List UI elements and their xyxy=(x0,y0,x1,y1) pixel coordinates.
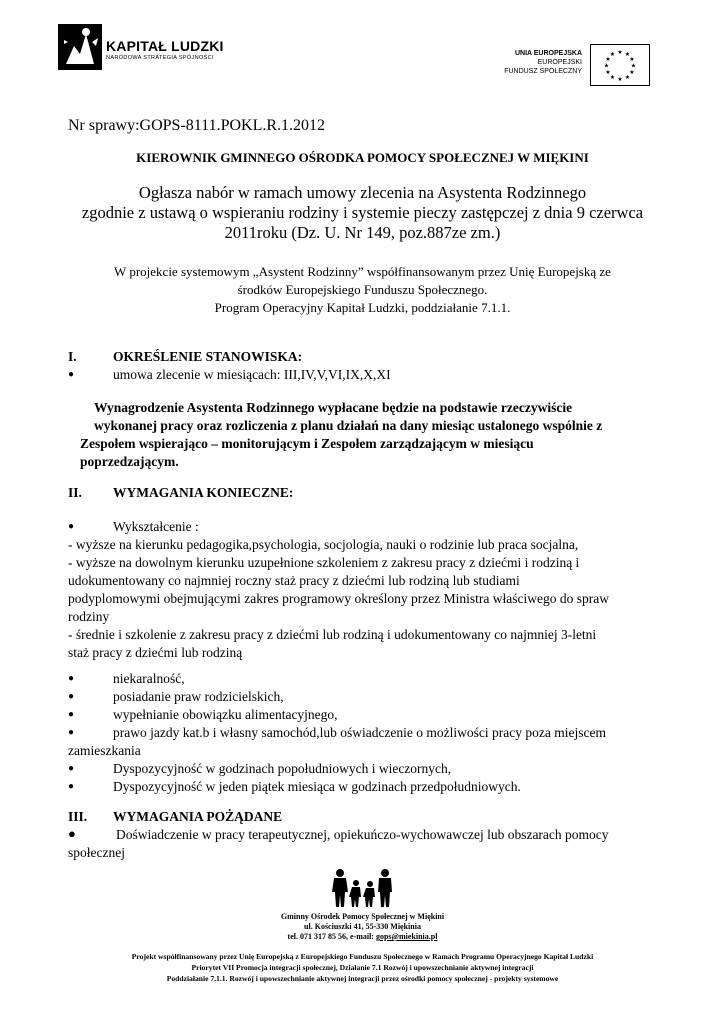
eu-line-1: UNIA EUROPEJSKA xyxy=(514,50,582,57)
svg-text:★: ★ xyxy=(605,69,611,76)
section-1-item: umowa zlecenie w miesiącach: III,IV,V,VI,IX,X,XI xyxy=(113,367,391,382)
section-2-number: II. xyxy=(68,485,82,500)
bullet-icon: ● xyxy=(68,691,75,702)
education-line: udokumentowany co najmniej roczny staż pracy z dziećmi lub rodziną lub studiami xyxy=(68,573,520,588)
salary-paragraph xyxy=(80,399,602,471)
list-item xyxy=(68,670,668,688)
bullet-icon: ● xyxy=(68,673,75,684)
education-line: - średnie i szkolenie z zakresu pracy z dziećmi lub rodziną i udokumentowany co najmniej 3-letni xyxy=(68,627,597,642)
list-item xyxy=(68,778,668,796)
svg-text:★: ★ xyxy=(629,69,635,76)
issuer-heading: KIEROWNIK GMINNEGO OŚRODKA POMOCY SPOŁECZNEJ W MIĘKINI xyxy=(136,150,589,165)
bullet-icon: ● xyxy=(68,763,75,774)
bullet-icon: ● xyxy=(68,781,75,792)
footer-line: Projekt współfinansowany przez Unię Europejską z Europejskiego Funduszu Społecznego w Ramach Programu Operacyjnego Kapitał Ludzki xyxy=(131,952,594,961)
education-line: staż pracy z dziećmi lub rodziną xyxy=(68,645,243,660)
svg-text:★: ★ xyxy=(629,56,635,63)
kapital-ludzki-title: KAPITAŁ LUDZKI xyxy=(106,38,224,54)
salary-line: Zespołem wspierająco – monitorującym i Zespołem zarządzającym w miesiącu xyxy=(80,436,534,451)
list-item-text: niekaralność, xyxy=(113,671,185,686)
education-label: Wykształcenie : xyxy=(113,519,199,534)
svg-text:★: ★ xyxy=(624,74,631,81)
list-item-text: posiadanie praw rodzicielskich, xyxy=(113,689,284,704)
section-3-title: WYMAGANIA POŻĄDANE xyxy=(113,809,283,824)
education-line: rodziny xyxy=(68,609,110,624)
section-3-item: Doświadczenie w pracy terapeutycznej, opiekuńczo-wychowawczej lub obszarach pomocy xyxy=(116,827,609,842)
announcement-line: 2011roku (Dz. U. Nr 149, poz.887ze zm.) xyxy=(224,223,501,242)
center-contact xyxy=(0,932,725,942)
kapital-ludzki-logo xyxy=(58,24,238,74)
project-line: środków Europejskiego Funduszu Społecznego. xyxy=(237,282,488,297)
center-contact-prefix: tel. 071 317 85 56, e-mail: xyxy=(287,932,376,941)
svg-text:★: ★ xyxy=(603,62,610,70)
svg-text:★: ★ xyxy=(609,74,616,81)
eu-logo-text xyxy=(478,49,582,76)
list-item-continuation xyxy=(68,742,668,760)
education-line: - wyższe na dowolnym kierunku uzupełnione szkoleniem z zakresu pracy z dziećmi i rodziną i xyxy=(68,555,580,570)
svg-text:★: ★ xyxy=(617,76,623,83)
list-item-text: Dyspozycyjność w jeden piątek miesiąca w godzinach przedpołudniowych. xyxy=(113,779,521,794)
list-item xyxy=(68,688,668,706)
requirements-list xyxy=(68,670,668,796)
section-1-title: OKREŚLENIE STANOWISKA: xyxy=(113,349,303,364)
bullet-icon: ● xyxy=(68,727,75,738)
svg-text:★: ★ xyxy=(609,51,616,58)
announcement xyxy=(40,183,685,243)
list-item xyxy=(68,724,668,742)
list-item-text: zamieszkania xyxy=(68,743,141,758)
list-item-text: prawo jazdy kat.b i własny samochód,lub oświadczenie o możliwości pracy poza miejscem xyxy=(113,725,606,740)
center-address: ul. Kościuszki 41, 55-330 Miękinia xyxy=(304,922,421,931)
family-logo-icon xyxy=(328,868,398,908)
footer-line: Poddziałanie 7.1.1. Rozwój i upowszechnianie aktywnej integracji przez ośrodki pomocy społecznej - projekty systemowe xyxy=(166,974,559,983)
education-line: - wyższe na kierunku pedagogika,psychologia, socjologia, nauki o rodzinie lub praca socjalna, xyxy=(68,537,579,552)
footer-line: Priorytet VII Promocja integracji społecznej, Działanie 7.1 Rozwój i upowszechnianie aktywnej integracji xyxy=(191,963,534,972)
section-3-item-continuation: społecznej xyxy=(68,845,125,860)
svg-text:★: ★ xyxy=(630,62,637,70)
salary-line: Wynagrodzenie Asystenta Rodzinnego wypłacane będzie na podstawie rzeczywiście xyxy=(94,400,573,415)
eu-logo xyxy=(478,44,653,90)
list-item-text: wypełnianie obowiązku alimentacyjnego, xyxy=(113,707,338,722)
kapital-ludzki-subtitle: NARODOWA STRATEGIA SPÓJNOŚCI xyxy=(106,55,214,61)
bullet-icon: ● xyxy=(68,826,76,841)
bullet-icon: ● xyxy=(68,369,75,380)
eu-flag-icon xyxy=(590,44,650,86)
bullet-icon: ● xyxy=(68,521,75,532)
eu-line-2: EUROPEJSKI xyxy=(537,59,582,66)
education-requirements xyxy=(68,536,609,662)
case-number: Nr sprawy:GOPS-8111.POKL.R.1.2012 xyxy=(68,117,326,134)
salary-line: poprzedzającym. xyxy=(80,454,179,469)
center-name: Gminny Ośrodek Pomocy Społecznej w Miękini xyxy=(280,912,445,921)
section-1-number: I. xyxy=(68,349,77,364)
footer-project-info xyxy=(0,951,725,984)
announcement-line: zgodnie z ustawą o wspieraniu rodziny i systemie pieczy zastępczej z dnia 9 czerwca xyxy=(81,203,644,222)
project-line: Program Operacyjny Kapitał Ludzki, poddziałanie 7.1.1. xyxy=(214,300,511,315)
svg-text:★: ★ xyxy=(624,51,631,58)
list-item-text: Dyspozycyjność w godzinach popołudniowych i wieczornych, xyxy=(113,761,452,776)
section-3-number: III. xyxy=(68,809,88,824)
announcement-line: Ogłasza nabór w ramach umowy zlecenia na Asystenta Rodzinnego xyxy=(138,183,587,202)
project-info xyxy=(40,263,685,317)
svg-text:★: ★ xyxy=(617,49,623,56)
svg-text:★: ★ xyxy=(605,56,611,63)
kapital-ludzki-emblem-icon xyxy=(58,24,102,70)
education-line: podyplomowymi obejmującymi zakres programowy określony przez Ministra właściwego do spraw xyxy=(68,591,609,606)
project-line: W projekcie systemowym „Asystent Rodzinny” współfinansowanym przez Unię Europejską ze xyxy=(114,264,611,279)
email-link[interactable]: gops@miekinia.pl xyxy=(375,932,438,941)
salary-line: wykonanej pracy oraz rozliczenia z planu działań na dany miesiąc ustalonego wspólnie z xyxy=(94,418,603,433)
list-item xyxy=(68,706,668,724)
bullet-icon: ● xyxy=(68,709,75,720)
list-item xyxy=(68,760,668,778)
eu-line-3: FUNDUSZ SPOŁECZNY xyxy=(504,68,582,75)
section-2-title: WYMAGANIA KONIECZNE: xyxy=(113,485,294,500)
center-info xyxy=(0,912,725,942)
